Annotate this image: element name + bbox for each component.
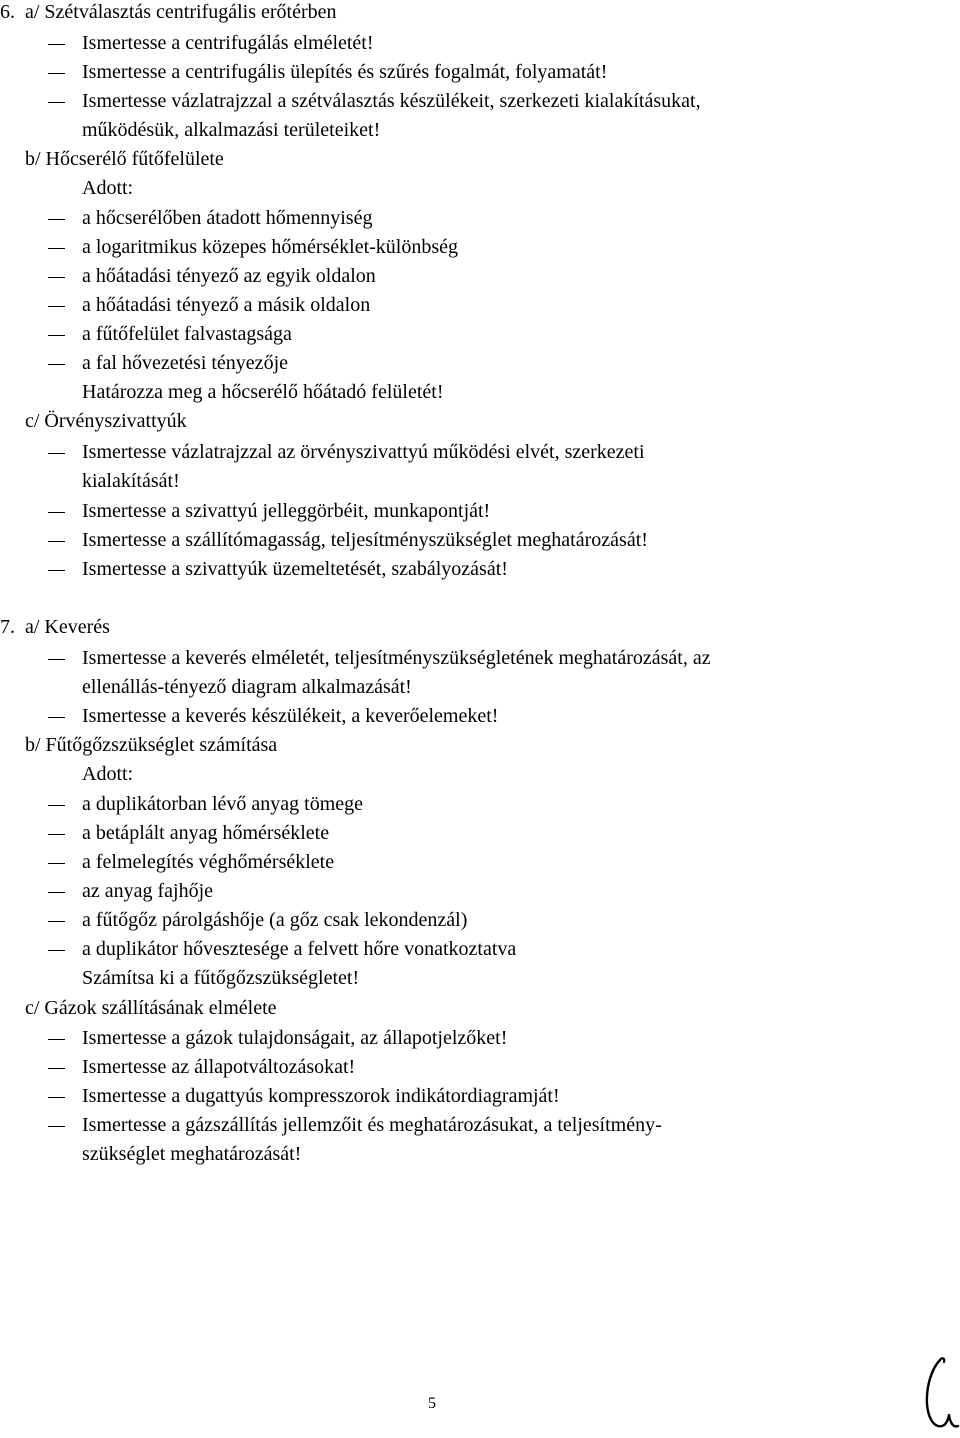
q7c-item2: Ismertesse az állapotváltozásokat! <box>82 1056 356 1078</box>
q6c-item4-dash <box>48 570 65 571</box>
q7b-given2: a betáplált anyag hőmérséklete <box>82 822 330 844</box>
q7c-item1: Ismertesse a gázok tulajdonságait, az állapotjelzőket! <box>82 1027 508 1049</box>
q6b-given4: a hőátadási tényező a másik oldalon <box>82 294 371 316</box>
q7c-title: c/ Gázok szállításának elmélete <box>25 997 277 1019</box>
q6b-given3: a hőátadási tényező az egyik oldalon <box>82 265 376 287</box>
q6c-item1: Ismertesse vázlatrajzzal az örvényszivattyú működési elvét, szerkezeti <box>82 441 645 463</box>
q6c-item4: Ismertesse a szivattyúk üzemeltetését, szabályozását! <box>82 558 508 580</box>
q6c-item3-dash <box>48 541 65 542</box>
q6b-given-label: Adott: <box>82 177 134 199</box>
q7b-given-label: Adott: <box>82 763 134 785</box>
q6a-item3: Ismertesse vázlatrajzzal a szétválasztás készülékeit, szerkezeti kialakításukat, <box>82 90 701 112</box>
q7a-item1-cont: ellenállás-tényező diagram alkalmazását! <box>82 676 412 698</box>
q7c-item4: Ismertesse a gázszállítás jellemzőit és meghatározásukat, a teljesítmény- <box>82 1114 662 1136</box>
q6b-given2-dash <box>48 248 65 249</box>
q7c-item1-dash <box>48 1039 65 1040</box>
q6b-task: Határozza meg a hőcserélő hőátadó felületét! <box>82 381 444 403</box>
q7c-item3: Ismertesse a dugattyús kompresszorok indikátordiagramját! <box>82 1085 560 1107</box>
page-number: 5 <box>428 1395 436 1412</box>
q6a-item3-dash <box>48 102 65 103</box>
q7b-given2-dash <box>48 834 65 835</box>
q7c-item3-dash <box>48 1097 65 1098</box>
q6a-item2: Ismertesse a centrifugális ülepítés és szűrés fogalmát, folyamatát! <box>82 61 608 83</box>
q6b-given2: a logaritmikus közepes hőmérséklet-különbség <box>82 236 459 258</box>
q7b-given1-dash <box>48 805 65 806</box>
q7b-given5: a fűtőgőz párolgáshője (a gőz csak lekondenzál) <box>82 909 468 931</box>
q6b-given1-dash <box>48 219 65 220</box>
q6b-given6: a fal hővezetési tényezője <box>82 352 288 374</box>
q7a-item2: Ismertesse a keverés készülékeit, a keverőelemeket! <box>82 705 499 727</box>
q7b-title: b/ Fűtőgőzszükséglet számítása <box>25 734 278 756</box>
q6b-given3-dash <box>48 277 65 278</box>
q6c-item2-dash <box>48 512 65 513</box>
q6b-title: b/ Hőcserélő fűtőfelülete <box>25 148 224 170</box>
q6c-item2: Ismertesse a szivattyú jelleggörbéit, munkapontját! <box>82 500 491 522</box>
q7b-given4-dash <box>48 892 65 893</box>
q7a-item2-dash <box>48 717 65 718</box>
q7c-item4-cont: szükséglet meghatározását! <box>82 1143 302 1165</box>
q6b-given1: a hőcserélőben átadott hőmennyiség <box>82 207 373 229</box>
q6a-title: a/ Szétválasztás centrifugális erőtérben <box>25 1 337 23</box>
q6b-given5: a fűtőfelület falvastagsága <box>82 323 292 345</box>
handwritten-mark <box>918 1352 960 1438</box>
q6a-item1: Ismertesse a centrifugálás elméletét! <box>82 32 374 54</box>
q7a-title: a/ Keverés <box>25 616 110 638</box>
q7b-given6-dash <box>48 950 65 951</box>
q7-number: 7. <box>0 616 15 638</box>
q7a-item1-dash <box>48 659 65 660</box>
q7b-given3-dash <box>48 863 65 864</box>
q6a-item1-dash <box>48 44 65 45</box>
q7b-given1: a duplikátorban lévő anyag tömege <box>82 793 364 815</box>
q6b-given5-dash <box>48 335 65 336</box>
q6a-item3-cont: működésük, alkalmazási területeiket! <box>82 119 381 141</box>
q7c-item2-dash <box>48 1068 65 1069</box>
q7b-given3: a felmelegítés véghőmérséklete <box>82 851 335 873</box>
q7b-given5-dash <box>48 921 65 922</box>
q7b-given6: a duplikátor hővesztesége a felvett hőre vonatkoztatva <box>82 938 517 960</box>
q7b-given4: az anyag fajhője <box>82 880 214 902</box>
q6c-item3: Ismertesse a szállítómagasság, teljesítményszükséglet meghatározását! <box>82 529 648 551</box>
q6b-given6-dash <box>48 364 65 365</box>
q6c-item1-dash <box>48 453 65 454</box>
q6c-item1-cont: kialakítását! <box>82 470 180 492</box>
q6c-title: c/ Örvényszivattyúk <box>25 410 187 432</box>
q6-number: 6. <box>0 1 15 23</box>
q7a-item1: Ismertesse a keverés elméletét, teljesítményszükségletének meghatározását, az <box>82 647 711 669</box>
q7b-task: Számítsa ki a fűtőgőzszükségletet! <box>82 967 360 989</box>
q6a-item2-dash <box>48 73 65 74</box>
q7c-item4-dash <box>48 1126 65 1127</box>
q6b-given4-dash <box>48 306 65 307</box>
